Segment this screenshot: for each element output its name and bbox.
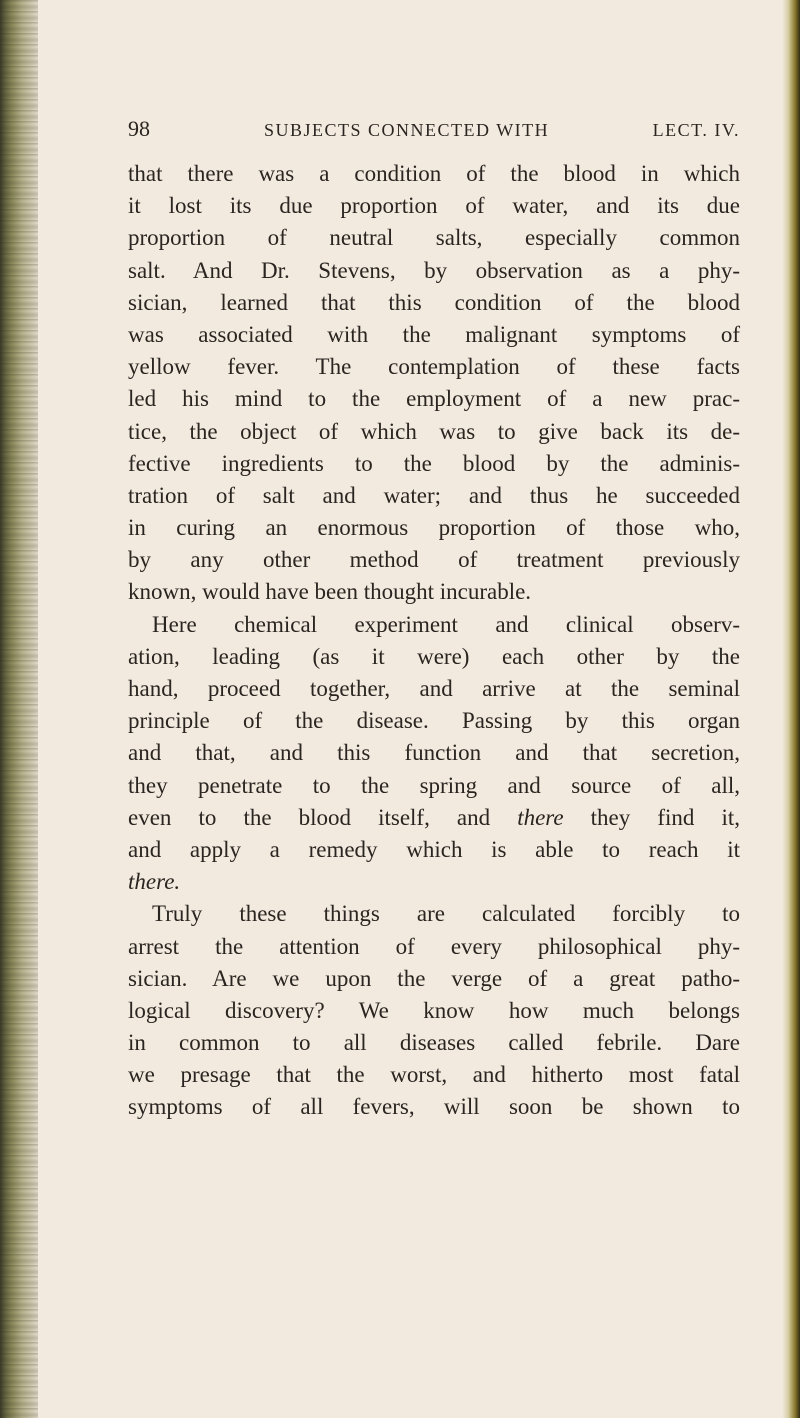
text-line-mixed — [128, 802, 740, 834]
text-line: arrest the attention of every philosophical phy- — [128, 933, 740, 959]
text-line: they penetrate to the spring and source of all, — [128, 772, 740, 798]
text-line: led his mind to the employment of a new prac- — [128, 386, 740, 412]
text-line: symptoms of all fevers, will soon be shown to — [128, 1094, 740, 1120]
text-line: salt. And Dr. Stevens, by observation as a phy- — [128, 257, 740, 283]
text-line: by any other method of treatment previously — [128, 547, 740, 573]
text-line: sician, learned that this condition of the blood — [128, 289, 740, 315]
text-line: and that, and this function and that secretion, — [128, 740, 740, 766]
text-line: principle of the disease. Passing by this organ — [128, 708, 740, 734]
text-line: fective ingredients to the blood by the adminis- — [128, 450, 740, 476]
text-line: Truly these things are calculated forcibly to — [152, 901, 740, 927]
text-line: we presage that the worst, and hitherto most fatal — [128, 1062, 740, 1088]
text-line: tration of salt and water; and thus he succeeded — [128, 482, 740, 508]
running-head: SUBJECTS CONNECTED WITH — [264, 120, 550, 140]
text-line: proportion of neutral salts, especially common — [128, 225, 740, 251]
lecture-label: LECT. IV. — [652, 120, 740, 140]
text-line-italic: there. — [128, 869, 181, 895]
text-line: was associated with the malignant symptoms of — [128, 321, 740, 347]
italic-emphasis: there — [517, 804, 564, 830]
text-line: that there was a condition of the blood in which — [128, 161, 740, 186]
page-binding-edge — [0, 0, 38, 1418]
body-text — [128, 158, 740, 1124]
text-line: ation, leading (as it were) each other by the — [128, 643, 740, 669]
page-outer-edge — [782, 0, 800, 1418]
page-header — [128, 116, 740, 146]
text-line: and apply a remedy which is able to reach it — [128, 836, 740, 862]
text-line: hand, proceed together, and arrive at the seminal — [128, 676, 740, 701]
page-number: 98 — [128, 116, 150, 141]
text-line: Here chemical experiment and clinical observ- — [152, 611, 740, 637]
text-segment: they find it, — [590, 804, 740, 830]
text-line: sician. Are we upon the verge of a great patho- — [128, 965, 740, 991]
text-line: yellow fever. The contemplation of these facts — [128, 354, 740, 380]
text-line: known, would have been thought incurable. — [128, 579, 532, 605]
text-line: logical discovery? We know how much belongs — [128, 997, 740, 1023]
text-line: in curing an enormous proportion of those who, — [128, 515, 740, 541]
text-line: tice, the object of which was to give back its de- — [128, 418, 740, 444]
text-segment: even to the blood itself, and — [128, 804, 491, 830]
text-line: in common to all diseases called febrile. Dare — [128, 1030, 740, 1056]
text-line: it lost its due proportion of water, and its due — [128, 193, 740, 219]
